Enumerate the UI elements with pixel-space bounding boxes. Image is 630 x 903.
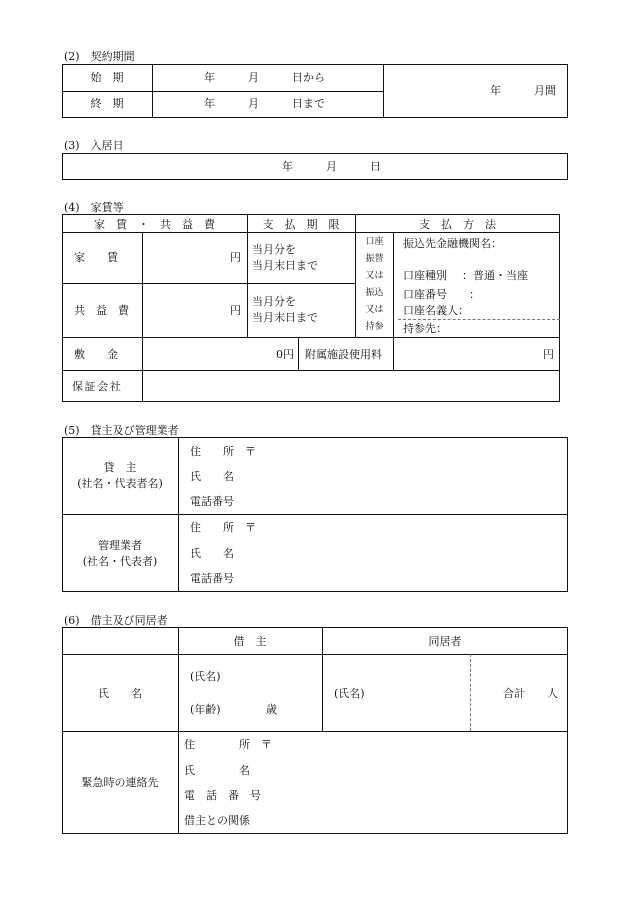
landlord-subtitle: (社名・代表者名) <box>77 477 163 490</box>
guarantor-field[interactable] <box>143 371 559 401</box>
col-tenant: 借 主 <box>233 635 267 648</box>
landlord-address-field[interactable]: 住 所 〒 <box>190 445 256 458</box>
landlord-phone-field[interactable]: 電話番号 <box>190 495 234 508</box>
emergency-relation-field[interactable]: 借主との関係 <box>184 814 250 827</box>
col-deadline: 支 払 期 限 <box>262 218 340 231</box>
method-vertical-4: 振込 <box>365 288 384 298</box>
emergency-phone-field[interactable]: 電 話 番 号 <box>184 789 261 802</box>
manager-name-field[interactable]: 氏 名 <box>190 547 234 560</box>
common-deadline-line2: 当月末日まで <box>252 311 318 324</box>
col-cohabitants: 同居者 <box>428 635 462 648</box>
emergency-address-field[interactable]: 住 所 〒 <box>184 738 272 751</box>
account-holder-field[interactable]: 口座名義人： <box>403 304 469 317</box>
method-vertical-5: 又は <box>365 305 384 315</box>
cohabitant-total-field[interactable]: 合計 人 <box>503 687 558 700</box>
start-date-field[interactable]: 年 月 日から <box>204 71 325 84</box>
rent-unit: 円 <box>230 251 241 264</box>
facility-fee-label: 附属施設使用料 <box>305 348 382 361</box>
common-fee-label: 共 益 費 <box>74 304 129 317</box>
section-heading-move-in: (3) 入居日 <box>64 139 124 152</box>
method-vertical-3: 又は <box>365 271 384 281</box>
emergency-name-field[interactable]: 氏 名 <box>184 764 250 777</box>
section-heading-tenant: (6) 借主及び同居者 <box>64 614 168 627</box>
start-label: 始 期 <box>90 71 124 84</box>
bank-name-field[interactable]: 振込先金融機関名： <box>403 237 502 250</box>
name-row-label: 氏 名 <box>98 687 142 700</box>
landlord-name-field[interactable]: 氏 名 <box>190 470 234 483</box>
manager-address-field[interactable]: 住 所 〒 <box>190 521 256 534</box>
method-vertical-6: 持参 <box>365 322 384 332</box>
landlord-title: 貸 主 <box>103 461 137 474</box>
method-vertical-1: 口座 <box>365 237 384 247</box>
cohabitant-name-field[interactable]: (氏名) <box>334 687 365 700</box>
col-rent-fees: 家 賃 ・ 共 益 費 <box>94 218 215 231</box>
deposit-value[interactable]: 0円 <box>276 348 294 361</box>
bring-to-field[interactable]: 持参先： <box>403 322 447 335</box>
facility-fee-unit: 円 <box>543 348 554 361</box>
account-type-label: 口座種別 <box>403 269 447 282</box>
section-heading-rent: (4) 家賃等 <box>64 201 124 214</box>
account-number-field[interactable]: 口座番号 ： <box>403 288 480 301</box>
account-type-field[interactable]: ：普通・当座 <box>462 269 528 282</box>
end-date-field[interactable]: 年 月 日まで <box>204 97 325 110</box>
manager-subtitle: (社名・代表者) <box>82 555 158 568</box>
rent-deadline-line2: 当月末日まで <box>252 259 318 272</box>
section-heading-landlord: (5) 貸主及び管理業者 <box>64 424 179 437</box>
tenant-name-field[interactable]: (氏名) <box>190 670 221 683</box>
rent-deadline-line1: 当月分を <box>252 243 296 256</box>
duration-field[interactable]: 年 月間 <box>490 84 556 97</box>
method-vertical-2: 振替 <box>365 254 384 264</box>
end-label: 終 期 <box>90 97 124 110</box>
manager-phone-field[interactable]: 電話番号 <box>190 572 234 585</box>
tenant-age-unit: 歳 <box>266 703 277 716</box>
common-deadline-line1: 当月分を <box>252 295 296 308</box>
col-method: 支 払 方 法 <box>419 218 496 231</box>
manager-title: 管理業者 <box>98 539 142 552</box>
emergency-contact-label: 緊急時の連絡先 <box>81 776 159 789</box>
section-heading-contract-period: (2) 契約期間 <box>64 50 135 63</box>
rent-label: 家 賃 <box>74 251 118 264</box>
move-in-date-field[interactable]: 年 月 日 <box>282 160 381 173</box>
common-fee-unit: 円 <box>230 304 241 317</box>
deposit-label: 敷 金 <box>74 348 118 361</box>
tenant-age-field[interactable]: (年齢) <box>190 703 221 716</box>
guarantor-label: 保証会社 <box>72 380 123 393</box>
